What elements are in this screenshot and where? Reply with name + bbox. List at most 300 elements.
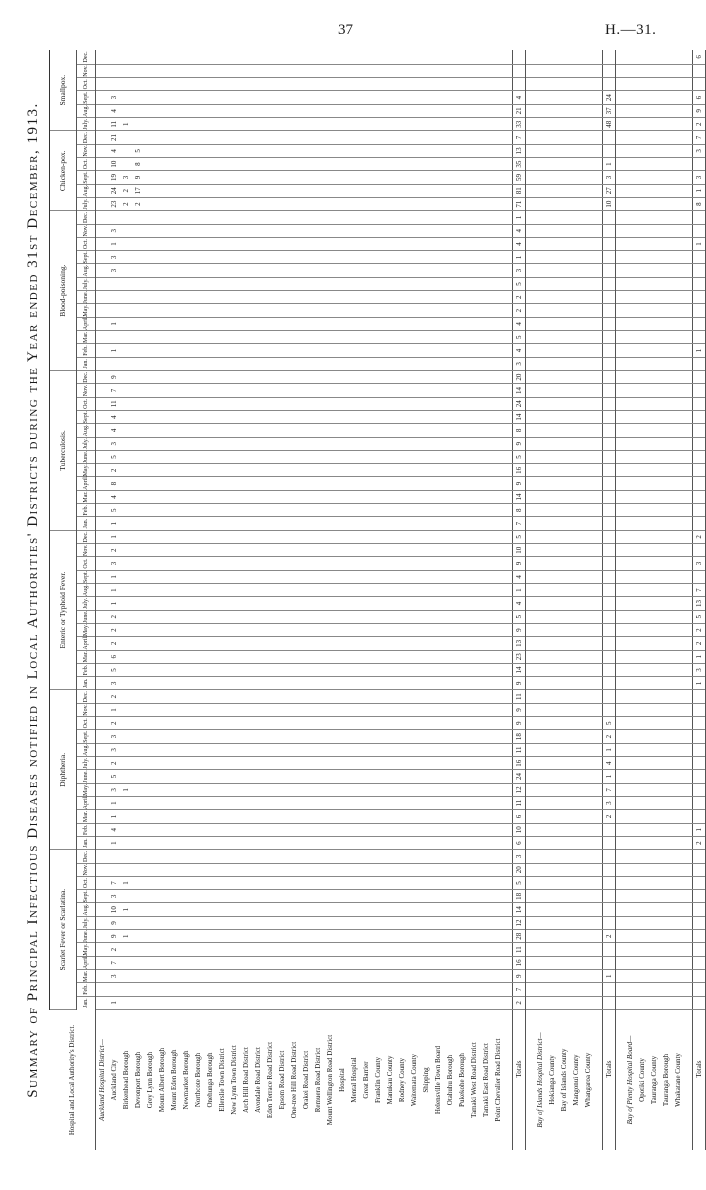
value-cell [603,344,616,357]
value-cell [348,144,360,157]
value-cell [216,903,228,916]
value-cell [372,570,384,583]
value-cell [480,277,492,290]
value-cell [204,211,216,224]
value-cell [168,930,180,943]
value-cell [396,996,408,1009]
value-cell [288,91,300,104]
value-cell [684,91,693,104]
value-cell [396,717,408,730]
value-cell [594,850,603,863]
value-cell [216,171,228,184]
value-cell [156,410,168,423]
value-cell [456,197,468,210]
value-cell [408,637,420,650]
value-cell [624,357,636,370]
value-cell [480,717,492,730]
value-cell [348,291,360,304]
table-title: Summary of Principal Infectious Diseases notified in Local Authorities' Districts during the Year ended 31st December, 1913. [25,102,41,1098]
value-cell [288,584,300,597]
value-cell [96,464,109,477]
value-cell [546,584,558,597]
value-cell [616,144,625,157]
value-cell [570,291,582,304]
value-cell [648,504,660,517]
value-cell [276,743,288,756]
value-cell [526,304,535,317]
value-cell [408,810,420,823]
value-cell [570,504,582,517]
value-cell [444,570,456,583]
value-cell [616,384,625,397]
value-cell [180,983,192,996]
value-cell [660,876,672,889]
value-cell [96,237,109,250]
value-cell [603,410,616,423]
month-header: July. [77,197,96,210]
district-name [684,1010,693,1151]
value-cell [192,570,204,583]
value-cell [603,304,616,317]
value-cell [594,251,603,264]
value-cell [693,717,706,730]
value-cell [228,504,240,517]
value-cell [312,410,324,423]
value-cell [252,437,264,450]
value-cell [216,344,228,357]
value-cell [204,384,216,397]
value-cell [648,743,660,756]
value-cell [603,397,616,410]
value-cell [444,517,456,530]
value-cell: 2 [513,304,526,317]
value-cell [432,158,444,171]
value-cell [534,836,546,849]
value-cell [300,717,312,730]
value-cell [648,996,660,1009]
value-cell [96,344,109,357]
value-cell [636,384,648,397]
value-cell [204,797,216,810]
value-cell [636,277,648,290]
value-cell [480,450,492,463]
value-cell [144,930,156,943]
value-cell [504,983,513,996]
value-cell [180,304,192,317]
table-row [693,50,706,1150]
value-cell [192,783,204,796]
value-cell [693,410,706,423]
value-cell [456,397,468,410]
value-cell [240,970,252,983]
value-cell [526,703,535,716]
value-cell [348,464,360,477]
value-cell [480,517,492,530]
value-cell [156,50,168,64]
value-cell [240,357,252,370]
value-cell [120,304,132,317]
value-cell [168,331,180,344]
value-cell [216,277,228,290]
value-cell [276,371,288,384]
value-cell [156,251,168,264]
value-cell [616,464,625,477]
value-cell [324,783,336,796]
value-cell [108,64,120,77]
value-cell: 1 [693,677,706,690]
value-cell [264,730,276,743]
value-cell [132,623,144,636]
value-cell [456,916,468,929]
value-cell [582,424,594,437]
value-cell [324,437,336,450]
value-cell [684,357,693,370]
value-cell [288,197,300,210]
value-cell [420,410,432,423]
value-cell [240,144,252,157]
value-cell [288,717,300,730]
value-cell [636,317,648,330]
value-cell [660,703,672,716]
value-cell [432,823,444,836]
value-cell [624,131,636,144]
value-cell [672,584,684,597]
value-cell [132,477,144,490]
value-cell [468,876,480,889]
value-cell [420,171,432,184]
value-cell [636,264,648,277]
value-cell [396,943,408,956]
value-cell [582,464,594,477]
month-header: Jan. [77,677,96,690]
value-cell [324,757,336,770]
value-cell [444,158,456,171]
value-cell [168,544,180,557]
value-cell [444,623,456,636]
value-cell [616,277,625,290]
value-cell [108,863,120,876]
value-cell [120,277,132,290]
month-header: June. [77,291,96,304]
value-cell [456,810,468,823]
value-cell [252,956,264,969]
value-cell [624,277,636,290]
value-cell [372,464,384,477]
value-cell [240,91,252,104]
value-cell [603,863,616,876]
value-cell [684,277,693,290]
value-cell [616,650,625,663]
value-cell [144,517,156,530]
value-cell [228,783,240,796]
month-header: Nov. [77,144,96,157]
value-cell [276,717,288,730]
value-cell [132,663,144,676]
value-cell [288,144,300,157]
value-cell [144,783,156,796]
value-cell [120,610,132,623]
value-cell [228,331,240,344]
value-cell [534,344,546,357]
value-cell [216,623,228,636]
value-cell [132,983,144,996]
value-cell: 7 [513,983,526,996]
value-cell [444,876,456,889]
value-cell [228,836,240,849]
value-cell [300,836,312,849]
value-cell [216,357,228,370]
value-cell [684,490,693,503]
value-cell [504,730,513,743]
value-cell [594,610,603,623]
value-cell [264,584,276,597]
value-cell [624,50,636,64]
value-cell [570,158,582,171]
value-cell [156,530,168,543]
value-cell [546,637,558,650]
value-cell [168,823,180,836]
value-cell [228,810,240,823]
value-cell [144,184,156,197]
value-cell [456,850,468,863]
value-cell [156,570,168,583]
value-cell: 7 [108,956,120,969]
value-cell [648,970,660,983]
value-cell [570,996,582,1009]
value-cell [144,371,156,384]
value-cell: 1 [108,996,120,1009]
value-cell [156,464,168,477]
value-cell [360,863,372,876]
value-cell [594,184,603,197]
value-cell [156,131,168,144]
value-cell [504,371,513,384]
value-cell [558,863,570,876]
value-cell [444,916,456,929]
value-cell [456,144,468,157]
value-cell [684,797,693,810]
value-cell [360,224,372,237]
value-cell [252,797,264,810]
value-cell [432,783,444,796]
value-cell: 8 [108,477,120,490]
value-cell [420,810,432,823]
value-cell [444,757,456,770]
value-cell [180,530,192,543]
value-cell [144,450,156,463]
month-header: Oct. [77,876,96,889]
value-cell [396,850,408,863]
value-cell [558,304,570,317]
value-cell [168,251,180,264]
value-cell [603,384,616,397]
value-cell [144,331,156,344]
value-cell [216,304,228,317]
value-cell [240,384,252,397]
value-cell [276,264,288,277]
value-cell: 13 [513,144,526,157]
value-cell [444,357,456,370]
value-cell [444,384,456,397]
value-cell [264,50,276,64]
value-cell [288,903,300,916]
value-cell [228,530,240,543]
value-cell [168,663,180,676]
value-cell [348,943,360,956]
value-cell: 7 [603,783,616,796]
value-cell [492,397,504,410]
value-cell [594,171,603,184]
district-name: Tauranga County [650,1055,658,1105]
value-cell [96,663,109,676]
value-cell [558,357,570,370]
value-cell [372,410,384,423]
value-cell [384,863,396,876]
value-cell [276,384,288,397]
month-header: Dec. [77,50,96,64]
value-cell [504,876,513,889]
value-cell [504,357,513,370]
value-cell [432,610,444,623]
value-cell [276,490,288,503]
value-cell [384,690,396,703]
value-cell [420,50,432,64]
value-cell [408,410,420,423]
value-cell [132,943,144,956]
value-cell [636,597,648,610]
value-cell [558,504,570,517]
value-cell [546,118,558,131]
table-row [348,50,360,1150]
value-cell [312,690,324,703]
value-cell [300,597,312,610]
value-cell [144,264,156,277]
value-cell [348,570,360,583]
value-cell [372,118,384,131]
value-cell [603,916,616,929]
value-cell [456,450,468,463]
value-cell [468,930,480,943]
value-cell [240,663,252,676]
value-cell [456,637,468,650]
value-cell [492,570,504,583]
value-cell [396,930,408,943]
value-cell [372,291,384,304]
value-cell [480,943,492,956]
value-cell [582,850,594,863]
value-cell [672,104,684,117]
value-cell [168,371,180,384]
value-cell [444,836,456,849]
value-cell [384,557,396,570]
value-cell [444,50,456,64]
value-cell [372,797,384,810]
value-cell [264,158,276,171]
value-cell [420,490,432,503]
value-cell [348,304,360,317]
value-cell: 3 [108,557,120,570]
value-cell: 21 [513,104,526,117]
value-cell [456,677,468,690]
value-cell [204,623,216,636]
value-cell [228,544,240,557]
value-cell [636,78,648,91]
value-cell: 3 [108,890,120,903]
value-cell [336,730,348,743]
value-cell [582,996,594,1009]
value-cell [96,50,109,64]
value-cell: 2 [108,757,120,770]
table-row [336,50,348,1150]
value-cell [192,237,204,250]
value-cell: 4 [603,757,616,770]
value-cell [264,331,276,344]
value-cell [420,317,432,330]
value-cell [276,850,288,863]
value-cell [300,384,312,397]
value-cell [582,890,594,903]
value-cell [324,50,336,64]
value-cell [168,291,180,304]
value-cell [616,956,625,969]
value-cell [276,317,288,330]
value-cell [384,517,396,530]
value-cell [204,970,216,983]
value-cell [570,677,582,690]
value-cell [456,104,468,117]
value-cell [156,903,168,916]
value-cell [360,64,372,77]
value-cell [624,264,636,277]
value-cell [180,623,192,636]
value-cell: 1 [513,211,526,224]
value-cell [288,797,300,810]
value-cell [526,597,535,610]
value-cell [660,810,672,823]
value-cell [276,277,288,290]
value-cell [348,331,360,344]
month-header: Oct. [77,78,96,91]
value-cell [240,450,252,463]
value-cell [204,304,216,317]
value-cell [120,650,132,663]
value-cell [228,144,240,157]
table-row [276,50,288,1150]
value-cell [684,876,693,889]
value-cell [264,863,276,876]
value-cell [468,277,480,290]
value-cell [300,224,312,237]
value-cell [264,996,276,1009]
value-cell [228,158,240,171]
value-cell [96,863,109,876]
value-cell [504,450,513,463]
value-cell [240,930,252,943]
value-cell [594,544,603,557]
value-cell [324,850,336,863]
value-cell [264,690,276,703]
value-cell [468,317,480,330]
value-cell [582,450,594,463]
value-cell [180,717,192,730]
value-cell [252,118,264,131]
value-cell [534,797,546,810]
value-cell [168,637,180,650]
value-cell [264,743,276,756]
value-cell [144,916,156,929]
month-header: Mar. [77,650,96,663]
value-cell [570,317,582,330]
